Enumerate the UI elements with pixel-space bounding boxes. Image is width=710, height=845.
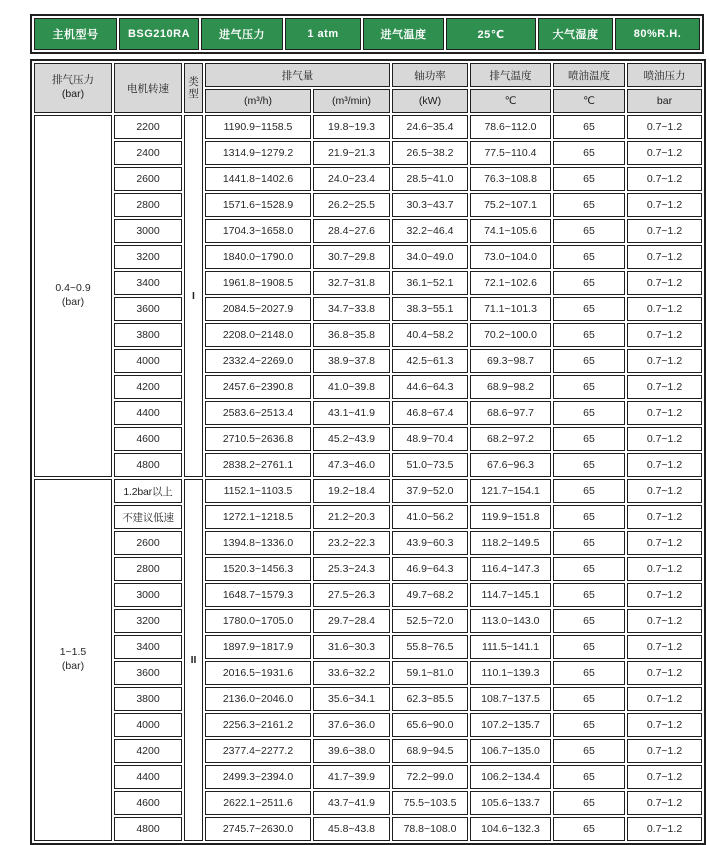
oil-temp-cell: 65	[553, 817, 625, 841]
oil-temp-cell: 65	[553, 271, 625, 295]
oil-pressure-cell: 0.7~1.2	[627, 739, 702, 763]
discharge-temp-cell: 106.7~135.0	[470, 739, 551, 763]
table-row	[34, 505, 702, 529]
discharge-temp-cell: 107.2~135.7	[470, 713, 551, 737]
oil-pressure-cell: 0.7~1.2	[627, 375, 702, 399]
flow-m3min-cell: 34.7~33.8	[313, 297, 390, 321]
shaft-power-cell: 72.2~99.0	[392, 765, 468, 789]
flow-m3h-cell: 1780.0~1705.0	[205, 609, 311, 633]
table-row	[34, 661, 702, 685]
oil-pressure-cell: 0.7~1.2	[627, 401, 702, 425]
shaft-power-cell: 48.9~70.4	[392, 427, 468, 451]
flow-m3h-cell: 1394.8~1336.0	[205, 531, 311, 555]
table-row	[34, 453, 702, 477]
flow-m3min-cell: 43.7~41.9	[313, 791, 390, 815]
header-oil-temp: 喷油温度	[553, 63, 625, 87]
motor-speed-cell: 3600	[114, 297, 182, 321]
flow-m3h-cell: 2499.3~2394.0	[205, 765, 311, 789]
flow-m3min-cell: 36.8~35.8	[313, 323, 390, 347]
header-discharge-pressure: 排气压力 (bar)	[34, 63, 112, 113]
shaft-power-cell: 30.3~43.7	[392, 193, 468, 217]
header-shaft-power-unit: (kW)	[392, 89, 468, 113]
oil-pressure-cell: 0.7~1.2	[627, 245, 702, 269]
flow-m3min-cell: 45.2~43.9	[313, 427, 390, 451]
discharge-temp-cell: 110.1~139.3	[470, 661, 551, 685]
oil-pressure-cell: 0.7~1.2	[627, 427, 702, 451]
table-row	[34, 193, 702, 217]
shaft-power-cell: 40.4~58.2	[392, 323, 468, 347]
flow-m3min-cell: 28.4~27.6	[313, 219, 390, 243]
flow-m3h-cell: 2256.3~2161.2	[205, 713, 311, 737]
flow-m3h-cell: 2745.7~2630.0	[205, 817, 311, 841]
flow-m3min-cell: 26.2~25.5	[313, 193, 390, 217]
flow-m3h-cell: 2016.5~1931.6	[205, 661, 311, 685]
header-flow: 排气量	[205, 63, 390, 87]
header-shaft-power: 轴功率	[392, 63, 468, 87]
flow-m3min-cell: 43.1~41.9	[313, 401, 390, 425]
oil-temp-cell: 65	[553, 297, 625, 321]
conditions-row	[34, 18, 700, 50]
table-row	[34, 219, 702, 243]
flow-m3h-cell: 2583.6~2513.4	[205, 401, 311, 425]
discharge-temp-cell: 68.2~97.2	[470, 427, 551, 451]
humidity-label: 大气湿度	[538, 18, 613, 50]
oil-temp-cell: 65	[553, 505, 625, 529]
oil-pressure-cell: 0.7~1.2	[627, 817, 702, 841]
oil-pressure-cell: 0.7~1.2	[627, 687, 702, 711]
oil-pressure-cell: 0.7~1.2	[627, 453, 702, 477]
oil-pressure-cell: 0.7~1.2	[627, 531, 702, 555]
shaft-power-cell: 37.9~52.0	[392, 479, 468, 503]
discharge-temp-cell: 113.0~143.0	[470, 609, 551, 633]
flow-m3h-cell: 1571.6~1528.9	[205, 193, 311, 217]
motor-speed-cell: 3800	[114, 323, 182, 347]
oil-temp-cell: 65	[553, 557, 625, 581]
oil-temp-cell: 65	[553, 349, 625, 373]
oil-pressure-cell: 0.7~1.2	[627, 765, 702, 789]
table-row	[34, 713, 702, 737]
flow-m3h-cell: 1190.9~1158.5	[205, 115, 311, 139]
shaft-power-cell: 44.6~64.3	[392, 375, 468, 399]
flow-m3min-cell: 19.2~18.4	[313, 479, 390, 503]
oil-temp-cell: 65	[553, 739, 625, 763]
table-row	[34, 349, 702, 373]
motor-speed-cell: 4600	[114, 427, 182, 451]
oil-pressure-cell: 0.7~1.2	[627, 479, 702, 503]
oil-pressure-cell: 0.7~1.2	[627, 141, 702, 165]
shaft-power-cell: 36.1~52.1	[392, 271, 468, 295]
motor-speed-cell: 3400	[114, 271, 182, 295]
motor-speed-cell: 4400	[114, 401, 182, 425]
flow-m3h-cell: 1314.9~1279.2	[205, 141, 311, 165]
oil-temp-cell: 65	[553, 531, 625, 555]
main-model-label: 主机型号	[34, 18, 117, 50]
flow-m3h-cell: 1704.3~1658.0	[205, 219, 311, 243]
flow-m3min-cell: 32.7~31.8	[313, 271, 390, 295]
shaft-power-cell: 42.5~61.3	[392, 349, 468, 373]
motor-speed-cell: 3400	[114, 635, 182, 659]
oil-temp-cell: 65	[553, 141, 625, 165]
flow-m3min-cell: 24.0~23.4	[313, 167, 390, 191]
oil-pressure-cell: 0.7~1.2	[627, 713, 702, 737]
oil-temp-cell: 65	[553, 375, 625, 399]
flow-m3min-cell: 31.6~30.3	[313, 635, 390, 659]
oil-pressure-cell: 0.7~1.2	[627, 219, 702, 243]
motor-speed-cell: 3600	[114, 661, 182, 685]
oil-temp-cell: 65	[553, 609, 625, 633]
table-row	[34, 557, 702, 581]
discharge-temp-cell: 67.6~96.3	[470, 453, 551, 477]
intake-pressure-label: 进气压力	[201, 18, 283, 50]
motor-speed-cell: 3000	[114, 219, 182, 243]
flow-m3min-cell: 33.6~32.2	[313, 661, 390, 685]
flow-m3h-cell: 1272.1~1218.5	[205, 505, 311, 529]
flow-m3min-cell: 38.9~37.8	[313, 349, 390, 373]
shaft-power-cell: 46.8~67.4	[392, 401, 468, 425]
shaft-power-cell: 24.6~35.4	[392, 115, 468, 139]
discharge-temp-cell: 108.7~137.5	[470, 687, 551, 711]
oil-temp-cell: 65	[553, 583, 625, 607]
table-row	[34, 531, 702, 555]
flow-m3min-cell: 23.2~22.3	[313, 531, 390, 555]
table-row	[34, 375, 702, 399]
header-row-1	[34, 63, 702, 87]
discharge-temp-cell: 104.6~132.3	[470, 817, 551, 841]
discharge-temp-cell: 73.0~104.0	[470, 245, 551, 269]
shaft-power-cell: 32.2~46.4	[392, 219, 468, 243]
shaft-power-cell: 34.0~49.0	[392, 245, 468, 269]
flow-m3h-cell: 1520.3~1456.3	[205, 557, 311, 581]
oil-temp-cell: 65	[553, 635, 625, 659]
header-flow-unit-min: (m³/min)	[313, 89, 390, 113]
motor-speed-cell: 4200	[114, 739, 182, 763]
intake-temp-value: 25℃	[446, 18, 536, 50]
table-row	[34, 635, 702, 659]
flow-m3h-cell: 2332.4~2269.0	[205, 349, 311, 373]
oil-pressure-cell: 0.7~1.2	[627, 167, 702, 191]
shaft-power-cell: 43.9~60.3	[392, 531, 468, 555]
header-type: 类型	[184, 63, 203, 113]
flow-m3min-cell: 39.6~38.0	[313, 739, 390, 763]
oil-temp-cell: 65	[553, 791, 625, 815]
flow-m3h-cell: 1961.8~1908.5	[205, 271, 311, 295]
shaft-power-cell: 65.6~90.0	[392, 713, 468, 737]
shaft-power-cell: 68.9~94.5	[392, 739, 468, 763]
oil-temp-cell: 65	[553, 115, 625, 139]
header-flow-unit-h: (m³/h)	[205, 89, 311, 113]
motor-speed-cell: 不建议低速	[114, 505, 182, 529]
table-row	[34, 141, 702, 165]
table-row	[34, 323, 702, 347]
oil-pressure-cell: 0.7~1.2	[627, 635, 702, 659]
oil-pressure-cell: 0.7~1.2	[627, 583, 702, 607]
motor-speed-cell: 4800	[114, 817, 182, 841]
header-discharge-temp-unit: ℃	[470, 89, 551, 113]
motor-speed-cell: 4400	[114, 765, 182, 789]
discharge-temp-cell: 106.2~134.4	[470, 765, 551, 789]
flow-m3h-cell: 2457.6~2390.8	[205, 375, 311, 399]
flow-m3h-cell: 2377.4~2277.2	[205, 739, 311, 763]
humidity-value: 80%R.H.	[615, 18, 700, 50]
motor-speed-cell: 4200	[114, 375, 182, 399]
header-oil-pressure-unit: bar	[627, 89, 702, 113]
flow-m3min-cell: 25.3~24.3	[313, 557, 390, 581]
oil-temp-cell: 65	[553, 687, 625, 711]
shaft-power-cell: 55.8~76.5	[392, 635, 468, 659]
flow-m3h-cell: 2136.0~2046.0	[205, 687, 311, 711]
discharge-temp-cell: 116.4~147.3	[470, 557, 551, 581]
table-row	[34, 817, 702, 841]
motor-speed-cell: 1.2bar以上	[114, 479, 182, 503]
discharge-temp-cell: 76.3~108.8	[470, 167, 551, 191]
discharge-temp-cell: 77.5~110.4	[470, 141, 551, 165]
oil-pressure-cell: 0.7~1.2	[627, 323, 702, 347]
discharge-temp-cell: 114.7~145.1	[470, 583, 551, 607]
oil-temp-cell: 65	[553, 765, 625, 789]
flow-m3min-cell: 47.3~46.0	[313, 453, 390, 477]
flow-m3h-cell: 1648.7~1579.3	[205, 583, 311, 607]
flow-m3min-cell: 19.8~19.3	[313, 115, 390, 139]
flow-m3min-cell: 37.6~36.0	[313, 713, 390, 737]
motor-speed-cell: 2400	[114, 141, 182, 165]
motor-speed-cell: 2600	[114, 167, 182, 191]
flow-m3h-cell: 2710.5~2636.8	[205, 427, 311, 451]
discharge-temp-cell: 105.6~133.7	[470, 791, 551, 815]
flow-m3h-cell: 1840.0~1790.0	[205, 245, 311, 269]
motor-speed-cell: 4000	[114, 713, 182, 737]
flow-m3h-cell: 1152.1~1103.5	[205, 479, 311, 503]
oil-pressure-cell: 0.7~1.2	[627, 193, 702, 217]
table-row	[34, 427, 702, 451]
flow-m3min-cell: 21.2~20.3	[313, 505, 390, 529]
shaft-power-cell: 75.5~103.5	[392, 791, 468, 815]
flow-m3min-cell: 41.7~39.9	[313, 765, 390, 789]
flow-m3h-cell: 2622.1~2511.6	[205, 791, 311, 815]
oil-temp-cell: 65	[553, 323, 625, 347]
type-cell: I	[184, 115, 203, 477]
main-model-value: BSG210RA	[119, 18, 199, 50]
table-row	[34, 739, 702, 763]
discharge-temp-cell: 69.3~98.7	[470, 349, 551, 373]
header-oil-pressure: 喷油压力	[627, 63, 702, 87]
oil-temp-cell: 65	[553, 167, 625, 191]
motor-speed-cell: 3000	[114, 583, 182, 607]
flow-m3h-cell: 1897.9~1817.9	[205, 635, 311, 659]
flow-m3h-cell: 2084.5~2027.9	[205, 297, 311, 321]
table-row	[34, 583, 702, 607]
shaft-power-cell: 28.5~41.0	[392, 167, 468, 191]
spec-table	[30, 59, 706, 845]
oil-temp-cell: 65	[553, 661, 625, 685]
shaft-power-cell: 26.5~38.2	[392, 141, 468, 165]
flow-m3h-cell: 2838.2~2761.1	[205, 453, 311, 477]
shaft-power-cell: 46.9~64.3	[392, 557, 468, 581]
table-row	[34, 167, 702, 191]
discharge-temp-cell: 68.6~97.7	[470, 401, 551, 425]
oil-pressure-cell: 0.7~1.2	[627, 505, 702, 529]
discharge-temp-cell: 118.2~149.5	[470, 531, 551, 555]
discharge-temp-cell: 74.1~105.6	[470, 219, 551, 243]
table-row	[34, 765, 702, 789]
conditions-header-table	[30, 14, 704, 54]
shaft-power-cell: 49.7~68.2	[392, 583, 468, 607]
oil-pressure-cell: 0.7~1.2	[627, 297, 702, 321]
oil-pressure-cell: 0.7~1.2	[627, 349, 702, 373]
flow-m3min-cell: 27.5~26.3	[313, 583, 390, 607]
shaft-power-cell: 78.8~108.0	[392, 817, 468, 841]
shaft-power-cell: 51.0~73.5	[392, 453, 468, 477]
motor-speed-cell: 2200	[114, 115, 182, 139]
table-row	[34, 245, 702, 269]
discharge-temp-cell: 111.5~141.1	[470, 635, 551, 659]
pressure-range-cell: 0.4~0.9 (bar)	[34, 115, 112, 477]
oil-pressure-cell: 0.7~1.2	[627, 115, 702, 139]
motor-speed-cell: 4800	[114, 453, 182, 477]
oil-temp-cell: 65	[553, 401, 625, 425]
table-row	[34, 271, 702, 295]
discharge-temp-cell: 75.2~107.1	[470, 193, 551, 217]
header-oil-temp-unit: ℃	[553, 89, 625, 113]
discharge-temp-cell: 71.1~101.3	[470, 297, 551, 321]
intake-pressure-value: 1 atm	[285, 18, 361, 50]
flow-m3min-cell: 41.0~39.8	[313, 375, 390, 399]
motor-speed-cell: 3200	[114, 609, 182, 633]
table-row	[34, 687, 702, 711]
oil-pressure-cell: 0.7~1.2	[627, 609, 702, 633]
oil-pressure-cell: 0.7~1.2	[627, 791, 702, 815]
oil-temp-cell: 65	[553, 427, 625, 451]
discharge-temp-cell: 70.2~100.0	[470, 323, 551, 347]
oil-temp-cell: 65	[553, 713, 625, 737]
oil-temp-cell: 65	[553, 453, 625, 477]
table-row	[34, 609, 702, 633]
shaft-power-cell: 59.1~81.0	[392, 661, 468, 685]
table-row	[34, 115, 702, 139]
flow-m3min-cell: 35.6~34.1	[313, 687, 390, 711]
discharge-temp-cell: 72.1~102.6	[470, 271, 551, 295]
shaft-power-cell: 62.3~85.5	[392, 687, 468, 711]
flow-m3min-cell: 21.9~21.3	[313, 141, 390, 165]
shaft-power-cell: 52.5~72.0	[392, 609, 468, 633]
discharge-temp-cell: 121.7~154.1	[470, 479, 551, 503]
discharge-temp-cell: 119.9~151.8	[470, 505, 551, 529]
flow-m3min-cell: 29.7~28.4	[313, 609, 390, 633]
flow-m3min-cell: 45.8~43.8	[313, 817, 390, 841]
table-row	[34, 479, 702, 503]
oil-temp-cell: 65	[553, 245, 625, 269]
header-motor-speed: 电机转速	[114, 63, 182, 113]
header-discharge-temp: 排气温度	[470, 63, 551, 87]
intake-temp-label: 进气温度	[363, 18, 444, 50]
discharge-temp-cell: 78.6~112.0	[470, 115, 551, 139]
shaft-power-cell: 41.0~56.2	[392, 505, 468, 529]
oil-pressure-cell: 0.7~1.2	[627, 557, 702, 581]
table-row	[34, 791, 702, 815]
motor-speed-cell: 3800	[114, 687, 182, 711]
spec-table-body	[34, 115, 702, 841]
motor-speed-cell: 4000	[114, 349, 182, 373]
motor-speed-cell: 2800	[114, 193, 182, 217]
type-cell: II	[184, 479, 203, 841]
discharge-temp-cell: 68.9~98.2	[470, 375, 551, 399]
motor-speed-cell: 3200	[114, 245, 182, 269]
flow-m3h-cell: 1441.8~1402.6	[205, 167, 311, 191]
flow-m3h-cell: 2208.0~2148.0	[205, 323, 311, 347]
flow-m3min-cell: 30.7~29.8	[313, 245, 390, 269]
shaft-power-cell: 38.3~55.1	[392, 297, 468, 321]
motor-speed-cell: 2800	[114, 557, 182, 581]
pressure-range-cell: 1~1.5 (bar)	[34, 479, 112, 841]
oil-pressure-cell: 0.7~1.2	[627, 271, 702, 295]
oil-temp-cell: 65	[553, 479, 625, 503]
oil-temp-cell: 65	[553, 193, 625, 217]
oil-temp-cell: 65	[553, 219, 625, 243]
motor-speed-cell: 2600	[114, 531, 182, 555]
table-row	[34, 401, 702, 425]
table-row	[34, 297, 702, 321]
motor-speed-cell: 4600	[114, 791, 182, 815]
oil-pressure-cell: 0.7~1.2	[627, 661, 702, 685]
